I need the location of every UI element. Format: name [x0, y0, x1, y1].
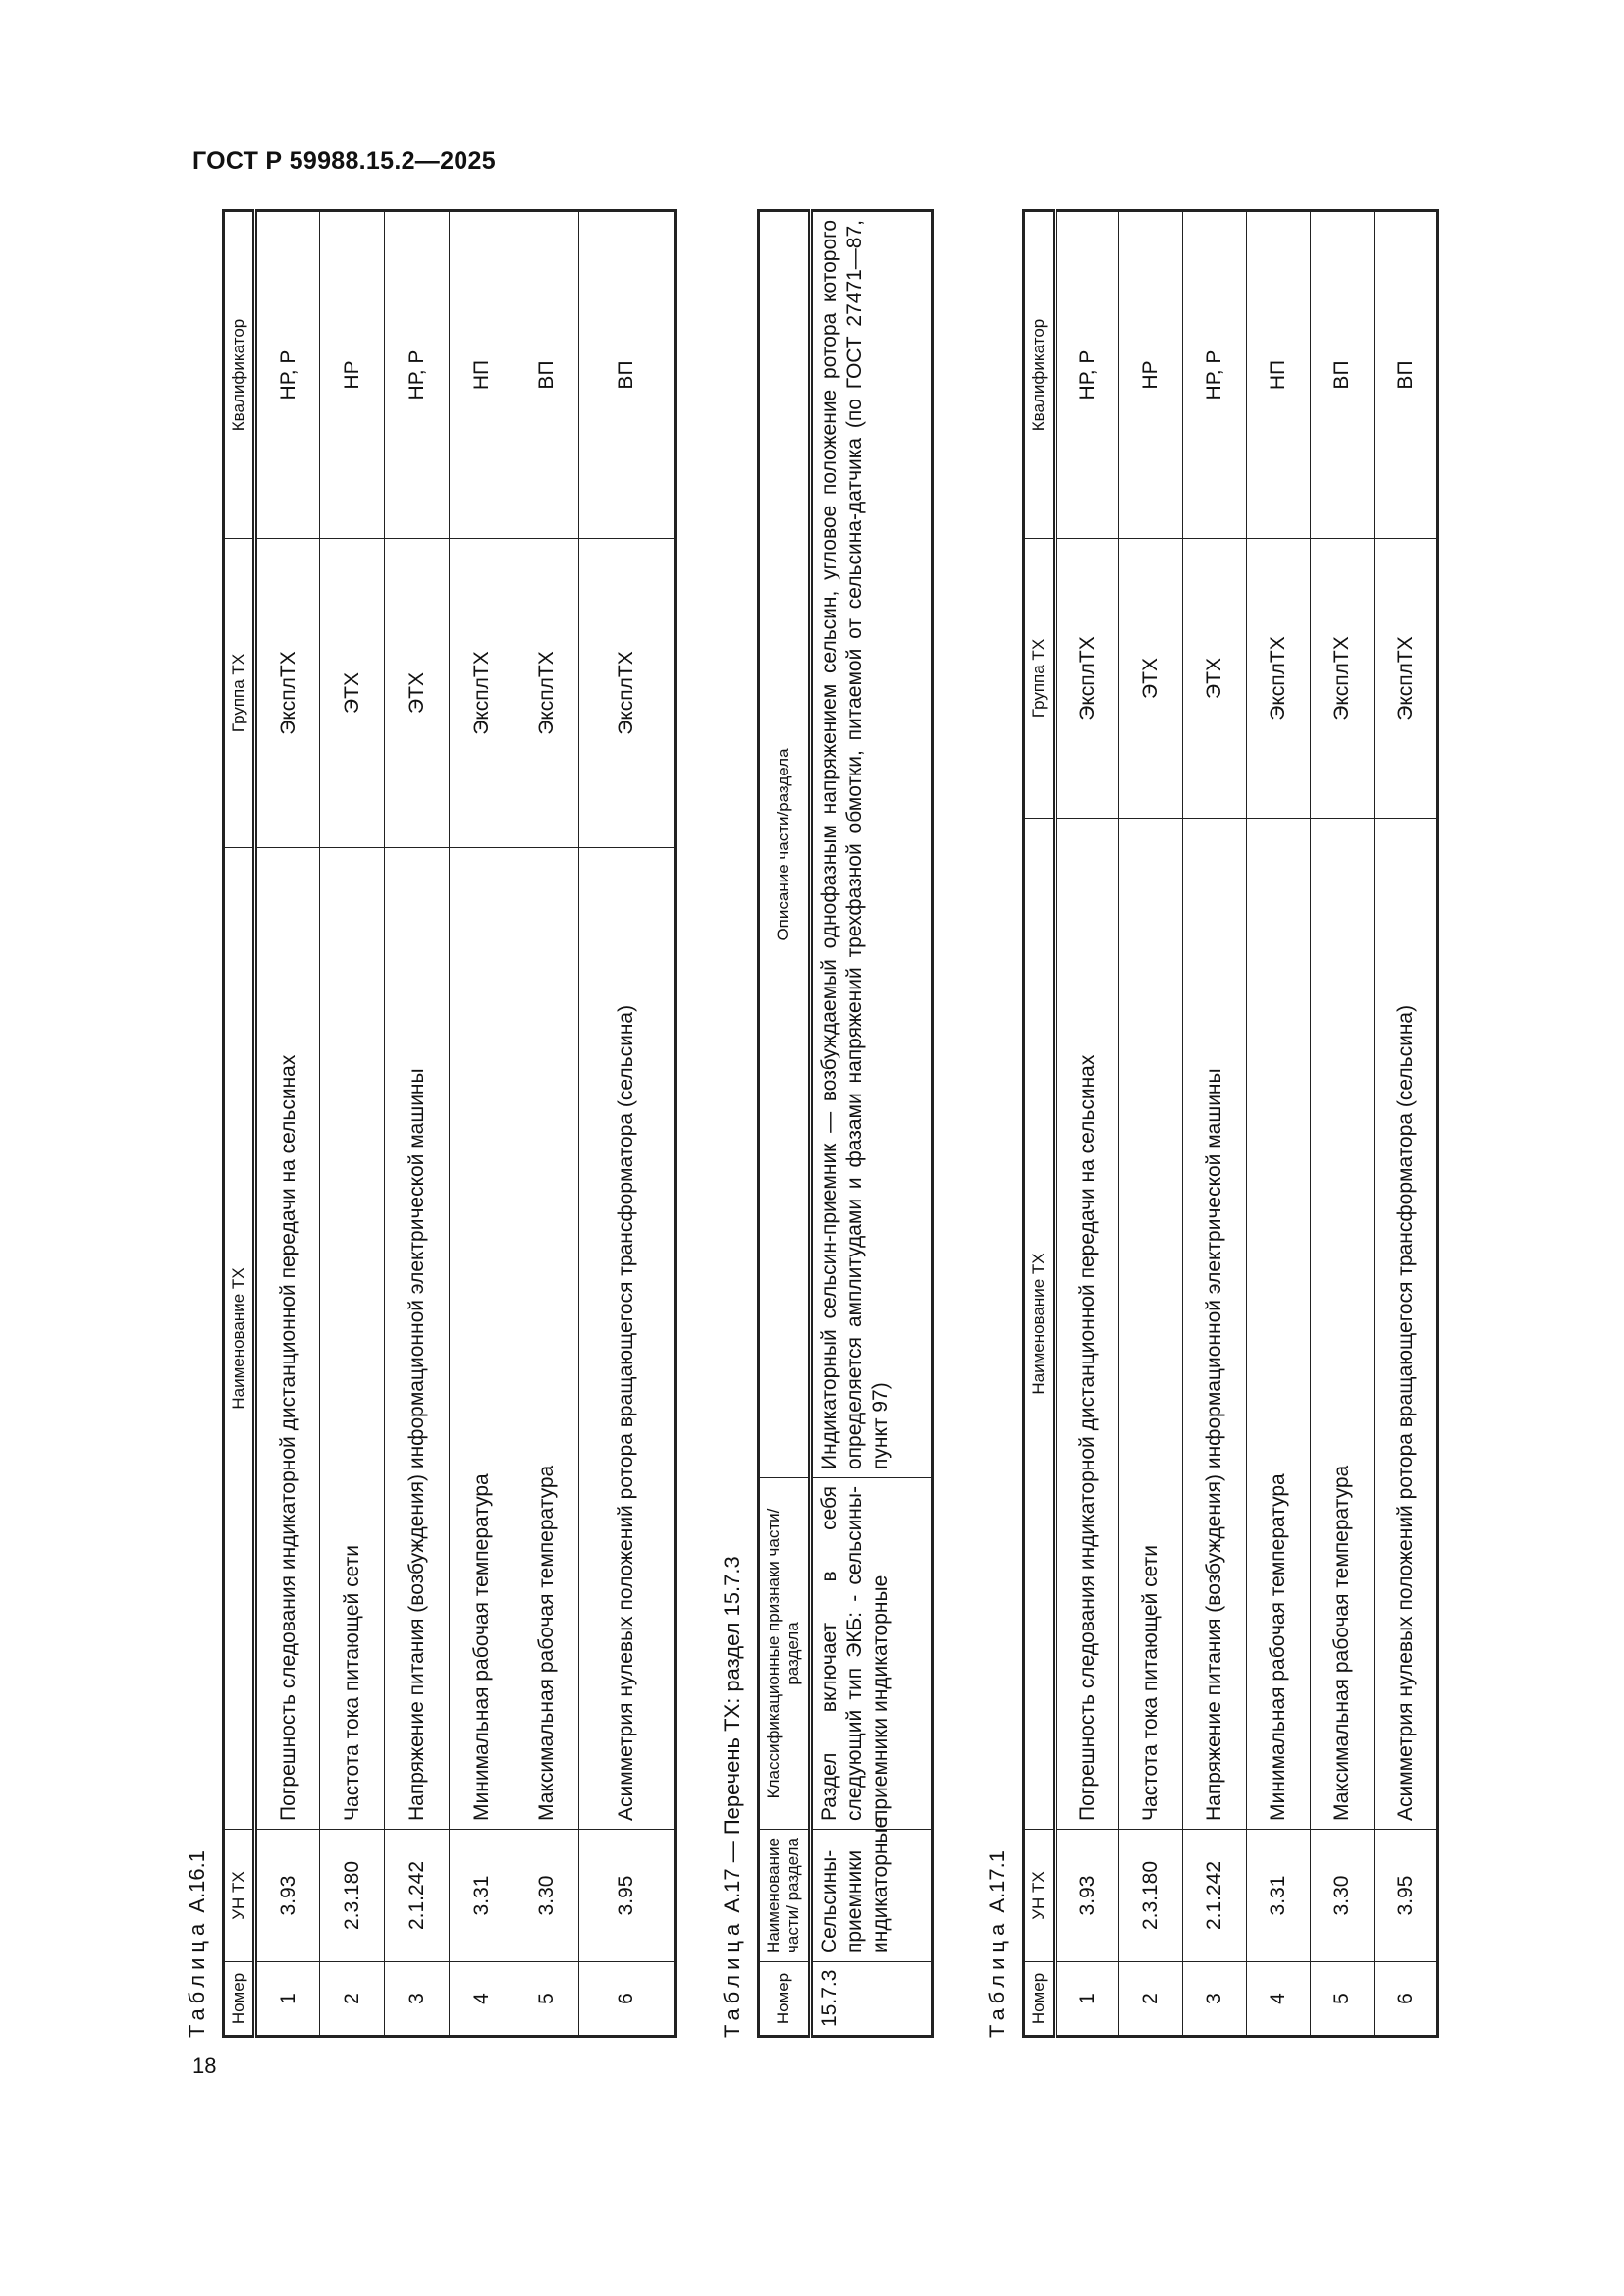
table-header-row: [1024, 211, 1056, 2037]
table-a17-caption: Таблица А.17 — Перечень ТХ: раздел 15.7.3: [720, 1556, 744, 2038]
cell-number: 6: [1375, 1962, 1438, 2037]
header-group: Группа ТХ: [224, 539, 255, 848]
cell-qualifier: ВП: [514, 211, 579, 539]
cell-un: 2.1.242: [385, 1830, 450, 1962]
table-row: [514, 211, 579, 2037]
header-un: УН ТХ: [224, 1830, 255, 1962]
header-un: УН ТХ: [1024, 1830, 1056, 1962]
cell-un: 3.31: [1247, 1830, 1311, 1962]
table-row: [1375, 211, 1438, 2037]
cell-qualifier: НР, Р: [1183, 211, 1247, 539]
cell-number: 1: [255, 1962, 320, 2037]
cell-qualifier: НР, Р: [255, 211, 320, 539]
table-header-row: [759, 211, 811, 2037]
table-a16-1: [222, 209, 677, 2038]
cell-name: Асимметрия нулевых положений ротора вращающегося трансформатора (сельсина): [1375, 819, 1438, 1830]
cell-group: ЭТХ: [320, 539, 385, 848]
cell-qualifier: ВП: [1311, 211, 1375, 539]
document-header: ГОСТ Р 59988.15.2—2025: [192, 147, 496, 175]
table-row: [255, 211, 320, 2037]
header-features: Классификационные признаки части/ раздела: [759, 1478, 811, 1830]
cell-group: ЭксплТХ: [1311, 539, 1375, 819]
cell-name: Частота тока питающей сети: [320, 848, 385, 1830]
table-a17-1: [1022, 209, 1439, 2038]
cell-name: Погрешность следования индикаторной дистанционной передачи на сельсинах: [255, 848, 320, 1830]
cell-name: Максимальная рабочая температура: [1311, 819, 1375, 1830]
cell-qualifier: НР, Р: [385, 211, 450, 539]
cell-group: ЭксплТХ: [450, 539, 514, 848]
header-part-name: Наименование части/ раздела: [759, 1830, 811, 1962]
table-row: [1119, 211, 1183, 2037]
cell-qualifier: НР: [1119, 211, 1183, 539]
cell-number: 4: [450, 1962, 514, 2037]
header-description: Описание части/раздела: [759, 211, 811, 1478]
cell-qualifier: НР, Р: [1056, 211, 1119, 539]
header-number: Номер: [1024, 1962, 1056, 2037]
cell-qualifier: НП: [450, 211, 514, 539]
cell-group: ЭксплТХ: [1056, 539, 1119, 819]
table-row: [810, 211, 932, 2037]
cell-number: 15.7.3: [810, 1962, 932, 2037]
header-number: Номер: [224, 1962, 255, 2037]
cell-un: 3.93: [1056, 1830, 1119, 1962]
cell-un: 3.30: [1311, 1830, 1375, 1962]
cell-number: 5: [514, 1962, 579, 2037]
cell-group: ЭксплТХ: [514, 539, 579, 848]
cell-features: Раздел включает в себя следующий тип ЭКБ: - сельсины-приемники индикаторные: [810, 1478, 932, 1830]
cell-name: Напряжение питания (возбуждения) информационной электрической машины: [385, 848, 450, 1830]
cell-un: 3.95: [579, 1830, 676, 1962]
cell-un: 2.1.242: [1183, 1830, 1247, 1962]
cell-qualifier: НР: [320, 211, 385, 539]
cell-group: ЭксплТХ: [1247, 539, 1311, 819]
cell-un: 3.30: [514, 1830, 579, 1962]
table-a17: [757, 209, 934, 2038]
cell-qualifier: НП: [1247, 211, 1311, 539]
cell-description: Индикаторный сельсин-приемник — возбуждаемый однофазным напряжением сельсин, угловое положение ротора которого определяется амплитудами и фазами напряжений трехфазной обмотки, питаемой от сельсина-датчика (по ГОСТ 27471—87, пункт 97): [810, 211, 932, 1478]
cell-number: 3: [385, 1962, 450, 2037]
table-header-row: [224, 211, 255, 2037]
cell-un: 2.3.180: [320, 1830, 385, 1962]
cell-group: ЭксплТХ: [255, 539, 320, 848]
header-qualifier: Квалификатор: [224, 211, 255, 539]
page-number: 18: [192, 2054, 217, 2078]
cell-number: 2: [1119, 1962, 1183, 2037]
cell-name: Максимальная рабочая температура: [514, 848, 579, 1830]
header-group: Группа ТХ: [1024, 539, 1056, 819]
cell-group: ЭТХ: [1183, 539, 1247, 819]
table-row: [1247, 211, 1311, 2037]
cell-group: ЭТХ: [385, 539, 450, 848]
table-row: [450, 211, 514, 2037]
cell-name: Напряжение питания (возбуждения) информационной электрической машины: [1183, 819, 1247, 1830]
cell-number: 4: [1247, 1962, 1311, 2037]
table-row: [1056, 211, 1119, 2037]
cell-number: 1: [1056, 1962, 1119, 2037]
cell-part-name: Сельсины-приемники индикаторные: [810, 1830, 932, 1962]
table-row: [1183, 211, 1247, 2037]
cell-name: Минимальная рабочая температура: [1247, 819, 1311, 1830]
cell-number: 5: [1311, 1962, 1375, 2037]
cell-name: Минимальная рабочая температура: [450, 848, 514, 1830]
cell-group: ЭксплТХ: [579, 539, 676, 848]
table-row: [1311, 211, 1375, 2037]
cell-name: Частота тока питающей сети: [1119, 819, 1183, 1830]
header-number: Номер: [759, 1962, 811, 2037]
table-a17-1-caption: Таблица А.17.1: [985, 1850, 1009, 2038]
cell-group: ЭксплТХ: [1375, 539, 1438, 819]
cell-un: 2.3.180: [1119, 1830, 1183, 1962]
rotated-content: [185, 202, 1500, 2038]
cell-qualifier: ВП: [1375, 211, 1438, 539]
cell-number: 3: [1183, 1962, 1247, 2037]
table-row: [320, 211, 385, 2037]
header-name: Наименование ТХ: [1024, 819, 1056, 1830]
table-row: [579, 211, 676, 2037]
table-a16-1-caption: Таблица А.16.1: [185, 1850, 209, 2038]
table-row: [385, 211, 450, 2037]
cell-group: ЭТХ: [1119, 539, 1183, 819]
header-name: Наименование ТХ: [224, 848, 255, 1830]
cell-number: 6: [579, 1962, 676, 2037]
cell-name: Погрешность следования индикаторной дистанционной передачи на сельсинах: [1056, 819, 1119, 1830]
cell-qualifier: ВП: [579, 211, 676, 539]
cell-name: Асимметрия нулевых положений ротора вращающегося трансформатора (сельсина): [579, 848, 676, 1830]
cell-number: 2: [320, 1962, 385, 2037]
cell-un: 3.95: [1375, 1830, 1438, 1962]
header-qualifier: Квалификатор: [1024, 211, 1056, 539]
cell-un: 3.31: [450, 1830, 514, 1962]
cell-un: 3.93: [255, 1830, 320, 1962]
